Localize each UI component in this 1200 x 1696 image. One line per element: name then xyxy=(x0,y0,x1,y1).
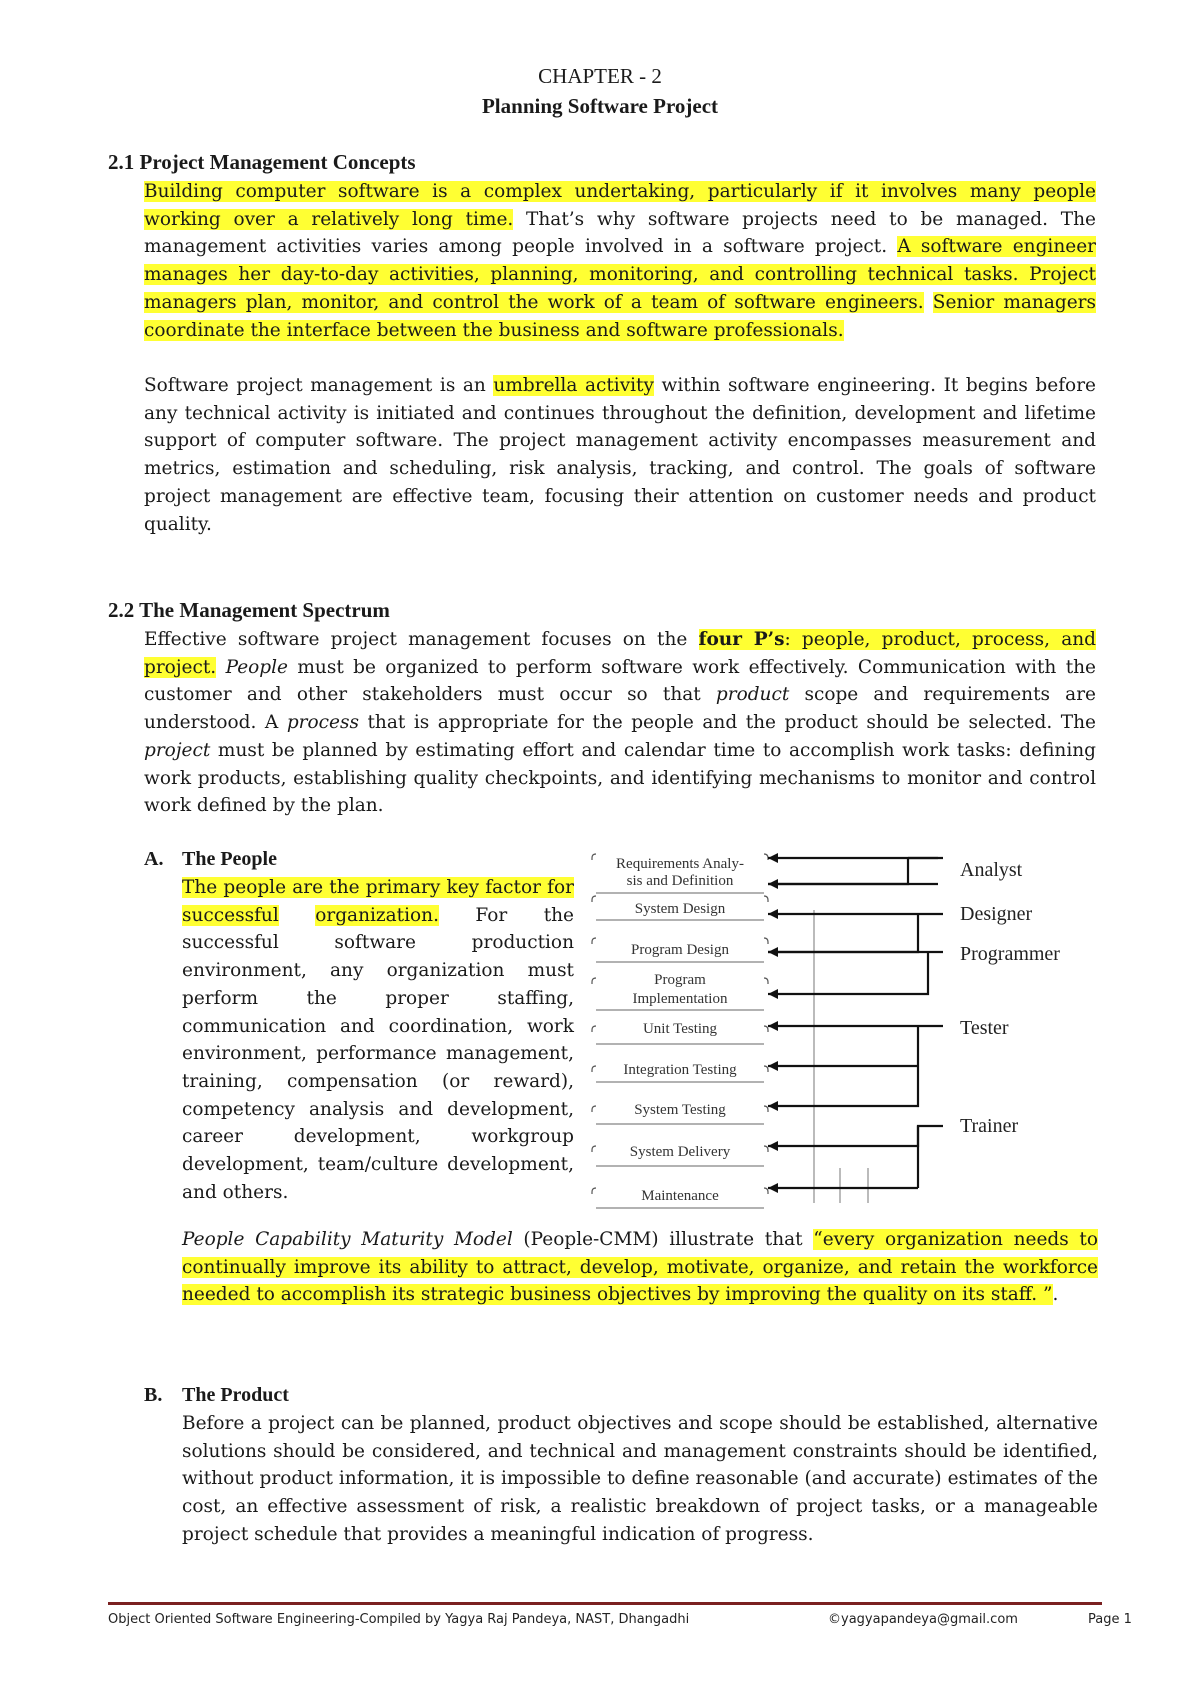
role-trainer: Trainer xyxy=(960,1115,1019,1137)
activity-unit-testing: Unit Testing xyxy=(642,1021,718,1037)
activity-system-testing: System Testing xyxy=(634,1102,726,1118)
thin-verticals xyxy=(814,910,868,1203)
activity-program: Program xyxy=(654,972,706,988)
activity-maintenance: Maintenance xyxy=(641,1188,719,1204)
role-analyst: Analyst xyxy=(960,859,1023,881)
text-run xyxy=(279,905,315,926)
footer-email: ©yagyapandeya@gmail.com xyxy=(828,1612,1018,1627)
text-run xyxy=(924,292,933,313)
list-label: A. xyxy=(144,848,164,870)
text-run: within software engineering. It begins before any technical activity is initiated and continues throughout the definition, development and lifetime support of computer software. The project management activity encompasses measurement and metrics, estimation and scheduling, risk analysis, tracking, and control. The goals of software project management are effective team, focusing their attention on customer needs and product quality. xyxy=(144,375,1096,535)
activity-requirements-2: sis and Definition xyxy=(626,873,734,889)
text-run: : people, product, process, and project. xyxy=(144,629,1096,678)
highlight: Building computer software is a complex undertaking, particularly if it involves many people working over a relatively long time. xyxy=(144,181,1096,230)
row-underlines xyxy=(596,893,764,1208)
section-2-1-paragraph-1 xyxy=(144,178,1096,344)
highlight: Senior managers coordinate the interface between the business and software professionals. xyxy=(144,291,1096,341)
highlight: umbrella activity xyxy=(493,375,654,396)
italic-term-project: project xyxy=(144,739,211,761)
role-programmer: Programmer xyxy=(960,943,1060,965)
people-cmm-paragraph xyxy=(182,1226,1098,1309)
subsection-product-heading xyxy=(144,1384,289,1407)
chapter-number: CHAPTER - 2 xyxy=(538,64,662,88)
text-run: Effective software project management focuses on the xyxy=(144,629,699,650)
activity-integration-testing: Integration Testing xyxy=(623,1062,737,1078)
text-run: . xyxy=(1052,1284,1059,1306)
footer-page-number: Page 1 xyxy=(1088,1612,1132,1627)
highlight: A software engineer manages her day-to-day activities, planning, monitoring, and controlling technical tasks. Project managers plan, monitor, and control the work of a team of software engineers. xyxy=(144,236,1096,313)
section-2-1-paragraph-2 xyxy=(144,372,1096,538)
section-2-1-heading: 2.1 Project Management Concepts xyxy=(108,150,416,174)
people-paragraph xyxy=(182,874,574,1206)
role-designer: Designer xyxy=(960,903,1033,925)
role-tester: Tester xyxy=(960,1017,1009,1039)
roles-activities-diagram xyxy=(588,848,1108,1218)
highlight: successful xyxy=(182,904,279,926)
highlight: “every organization needs to continually improve its ability to attract, develop, motivate, organize, and retain the workforce needed to accomplish its strategic business objectives by improving the quality on its staff. ” xyxy=(182,1229,1099,1306)
page-title: Planning Software Project xyxy=(481,94,719,118)
italic-term-process: process xyxy=(286,712,359,734)
text-run: must be organized to perform software work effectively. Communication with the customer and other stakeholders must occur so that xyxy=(144,656,1096,706)
footer-rule xyxy=(108,1602,1102,1605)
section-2-2-heading: 2.2 The Management Spectrum xyxy=(108,598,390,622)
text-run: scope and requirements are understood. A xyxy=(144,684,1097,734)
activity-program-design: Program Design xyxy=(631,942,729,958)
text-run: Software project management is an xyxy=(144,375,494,396)
section-2-2-paragraph xyxy=(144,626,1096,820)
role-connectors xyxy=(768,858,943,1188)
text-run: that is appropriate for the people and the product should be selected. The xyxy=(358,712,1097,734)
product-paragraph: Before a project can be planned, product objectives and scope should be established, alternative solutions should be considered, and technical and management constraints should be identified, without product information, it is impossible to define reasonable (and accurate) estimates of the cost, an effective assessment of risk, a realistic breakdown of project tasks, or a manageable project schedule that provides a meaningful indication of progress. xyxy=(182,1413,1098,1545)
activity-implementation: Implementation xyxy=(632,991,728,1007)
activity-requirements: Requirements Analy- xyxy=(616,856,744,872)
text-run: For the successful software production environment, any organization must perform the proper staffing, communication and coordination, work environment, performance management, training, compensation (or reward), competency analysis and development, career development, workgroup development, team/culture development, and others. xyxy=(182,904,574,1203)
highlight: The people are the primary key factor for xyxy=(182,877,574,898)
heading-text: The People xyxy=(182,848,277,870)
footer-course: Object Oriented Software Engineering-Compiled by Yagya Raj Pandeya, NAST, Dhangadhi xyxy=(108,1612,690,1627)
italic-term-product: product xyxy=(715,684,790,706)
italic-term-people-cmm: People Capability Maturity Model xyxy=(182,1229,513,1250)
arrowheads xyxy=(768,853,778,1193)
list-label: B. xyxy=(144,1384,163,1406)
text-run: must be planned by estimating effort and calendar time to accomplish work tasks: defining work products, establishing quality checkpoints, and identifying mechanisms to monitor and control work defined by the plan. xyxy=(144,739,1096,817)
subsection-people-heading xyxy=(144,848,277,871)
activity-system-delivery: System Delivery xyxy=(629,1144,731,1160)
text-run: (People-CMM) illustrate that xyxy=(512,1229,814,1250)
heading-text: The Product xyxy=(182,1384,289,1406)
four-ps-bold: four P’s xyxy=(698,629,785,650)
italic-term-people: People xyxy=(225,656,288,678)
text-run: That’s why software projects need to be managed. The management activities varies among people involved in a software project. xyxy=(144,208,1096,258)
activity-system-design: System Design xyxy=(634,901,726,917)
highlight: organization. xyxy=(315,904,439,926)
